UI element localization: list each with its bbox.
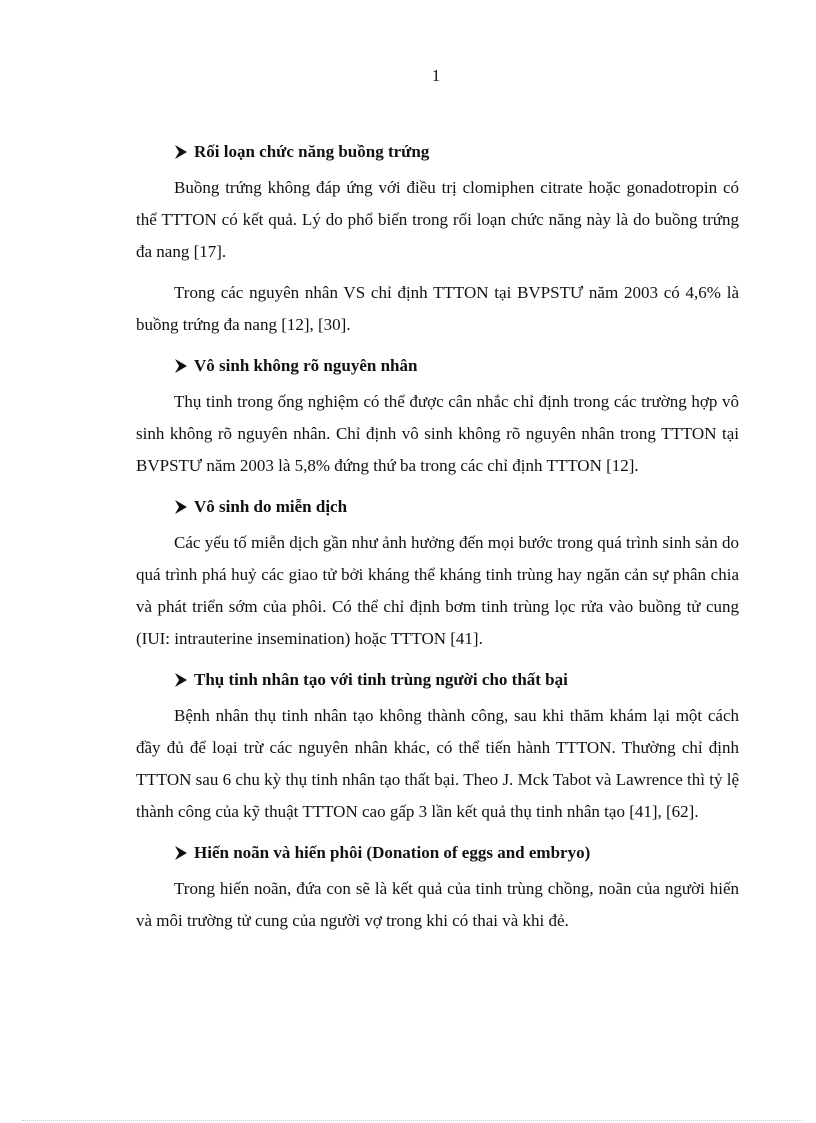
paragraph: Bệnh nhân thụ tinh nhân tạo không thành công, sau khi thăm khám lại một cách đầy đủ để loại trừ các nguyên nhân khác, có thể tiến hành TTTON. Thường chỉ định TTTON sau 6 chu kỳ thụ tinh nhân tạo thất bại. Theo J. Mck Tabot và Lawrence thì tỷ lệ thành công của kỹ thuật TTTON cao gấp 3 lần kết quả thụ tinh nhân tạo [41], [62]. [136, 706, 739, 821]
document-body [136, 136, 739, 946]
section-heading: Thụ tinh nhân tạo với tinh trùng người cho thất bại [136, 664, 739, 696]
paragraph: Các yếu tố miễn dịch gần như ảnh hưởng đến mọi bước trong quá trình sinh sản do quá trình phá huỷ các giao tử bởi kháng thể kháng tinh trùng hay ngăn cản sự phân chia và phát triển sớm của phôi. Có thể chỉ định bơm tinh trùng lọc rửa vào buồng tử cung (IUI: intrauterine insemination) hoặc TTTON [41]. [136, 533, 739, 648]
arrow-bullet-icon [175, 673, 187, 687]
arrow-bullet-icon [175, 359, 187, 373]
section-heading: Rối loạn chức năng buồng trứng [136, 136, 739, 168]
arrow-bullet-icon [175, 846, 187, 860]
arrow-bullet-icon [175, 145, 187, 159]
section-heading: Vô sinh không rõ nguyên nhân [136, 350, 739, 382]
paragraph: Buồng trứng không đáp ứng với điều trị clomiphen citrate hoặc gonadotropin có thể TTTON có kết quả. Lý do phổ biến trong rối loạn chức năng này là do buồng trứng đa nang [17]. [136, 178, 739, 261]
section-heading: Hiến noãn và hiến phôi (Donation of eggs and embryo) [136, 837, 739, 869]
arrow-bullet-icon [175, 500, 187, 514]
section-heading: Vô sinh do miễn dịch [136, 491, 739, 523]
page-bottom-rule [22, 1120, 802, 1121]
paragraph: Trong hiến noãn, đứa con sẽ là kết quả của tinh trùng chồng, noãn của người hiến và môi trường tử cung của người vợ trong khi có thai và khi đẻ. [136, 879, 739, 930]
paragraph: Thụ tinh trong ống nghiệm có thể được cân nhắc chỉ định trong các trường hợp vô sinh không rõ nguyên nhân. Chỉ định vô sinh không rõ nguyên nhân trong TTTON tại BVPSTƯ năm 2003 là 5,8% đứng thứ ba trong các chỉ định TTTON [12]. [136, 392, 739, 475]
page-number: 1 [431, 66, 441, 85]
paragraph: Trong các nguyên nhân VS chỉ định TTTON tại BVPSTƯ năm 2003 có 4,6% là buồng trứng đa nang [12], [30]. [136, 283, 739, 334]
